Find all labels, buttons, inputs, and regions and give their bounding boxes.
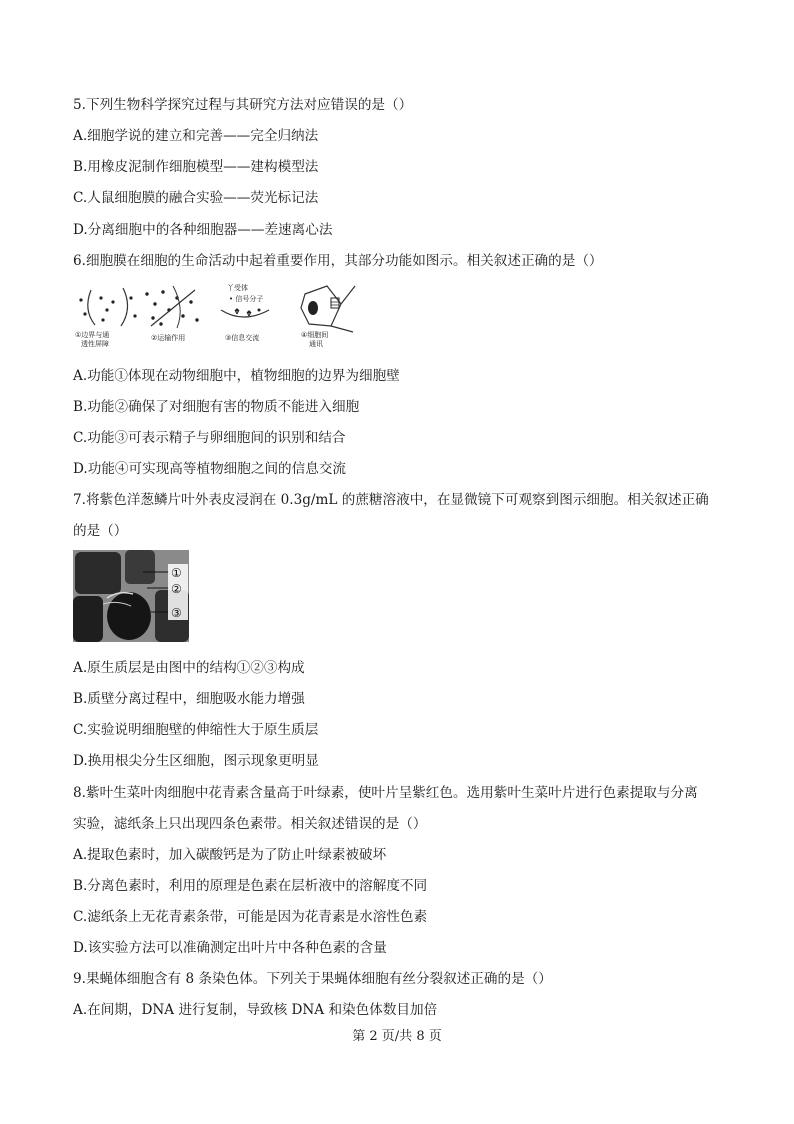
q6-stem: 6.细胞膜在细胞的生命活动中起着重要作用，其部分功能如图示。相关叙述正确的是（） <box>73 253 603 269</box>
panel-boundary <box>79 288 136 326</box>
q7-option-b: B.质壁分离过程中，细胞吸水能力增强 <box>73 691 305 707</box>
caption-4a: ④细胞间 <box>301 331 329 339</box>
caption-1b: 透性屏障 <box>81 340 109 348</box>
panel-transport <box>145 286 198 328</box>
q7-option-c: C.实验说明细胞壁的伸缩性大于原生质层 <box>73 722 319 738</box>
legend-receptor: 丫受体 <box>227 284 248 292</box>
plasmolysis-micrograph <box>73 550 189 642</box>
label-1: ① <box>171 566 182 580</box>
membrane-functions-figure <box>73 280 363 350</box>
legend-signal: • 信号分子 <box>229 295 264 303</box>
q8-stem-line2: 实验，滤纸条上只出现四条色素带。相关叙述错误的是（） <box>73 816 427 832</box>
q7-option-d: D.换用根尖分生区细胞，图示现象更明显 <box>73 753 319 769</box>
q5-option-a: A.细胞学说的建立和完善——完全归纳法 <box>73 128 319 144</box>
panel-signal <box>221 283 269 317</box>
q8-stem-line1: 8.紫叶生菜叶肉细胞中花青素含量高于叶绿素，使叶片呈紫红色。选用紫叶生菜叶片进行色素提取与分离 <box>73 785 698 801</box>
caption-3: ③信息交流 <box>225 334 260 342</box>
caption-2: ②运输作用 <box>151 334 186 342</box>
q6-option-d: D.功能④可实现高等植物细胞之间的信息交流 <box>73 461 347 477</box>
caption-1a: ①边界与通 <box>75 331 110 339</box>
q6-option-c: C.功能③可表示精子与卵细胞间的识别和结合 <box>73 430 346 446</box>
q5-stem: 5.下列生物科学探究过程与其研究方法对应错误的是（） <box>73 97 413 113</box>
q7-stem-line1: 7.将紫色洋葱鳞片叶外表皮浸润在 0.3g/mL 的蔗糖溶液中，在显微镜下可观察到图示细胞。相关叙述正确 <box>73 492 709 508</box>
caption-4b: 通讯 <box>309 340 323 348</box>
q8-option-d: D.该实验方法可以准确测定出叶片中各种色素的含量 <box>73 940 387 956</box>
q9-stem: 9.果蝇体细胞含有 8 条染色体。下列关于果蝇体细胞有丝分裂叙述正确的是（） <box>73 971 552 987</box>
q8-option-b: B.分离色素时，利用的原理是色素在层析液中的溶解度不同 <box>73 878 428 894</box>
q6-option-b: B.功能②确保了对细胞有害的物质不能进入细胞 <box>73 399 360 415</box>
q6-option-a: A.功能①体现在动物细胞中，植物细胞的边界为细胞壁 <box>73 368 400 384</box>
label-2: ② <box>171 582 182 596</box>
q5-option-c: C.人鼠细胞膜的融合实验——荧光标记法 <box>73 190 319 206</box>
q7-option-a: A.原生质层是由图中的结构①②③构成 <box>73 660 305 676</box>
q8-option-a: A.提取色素时，加入碳酸钙是为了防止叶绿素被破坏 <box>73 847 387 863</box>
panel-cell-communication <box>301 286 355 332</box>
q8-option-c: C.滤纸条上无花青素条带，可能是因为花青素是水溶性色素 <box>73 909 428 925</box>
q7-stem-line2: 的是（） <box>73 523 128 539</box>
q9-option-a: A.在间期，DNA 进行复制，导致核 DNA 和染色体数目加倍 <box>73 1002 438 1018</box>
page-number: 第 2 页/共 8 页 <box>352 1029 442 1044</box>
q5-option-d: D.分离细胞中的各种细胞器——差速离心法 <box>73 222 333 238</box>
q5-option-b: B.用橡皮泥制作细胞模型——建构模型法 <box>73 159 319 175</box>
label-3: ③ <box>171 606 182 620</box>
